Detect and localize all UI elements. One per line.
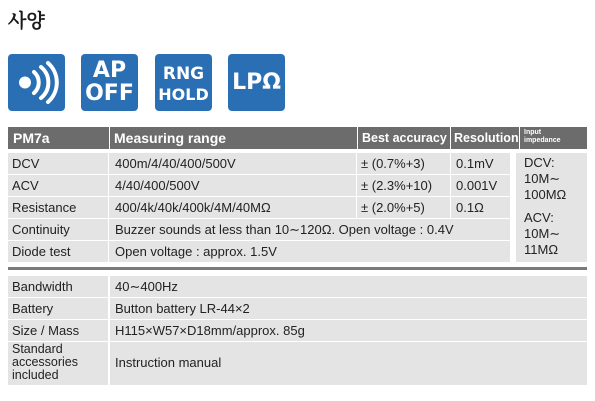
auto-power-off-icon: AP OFF bbox=[81, 54, 138, 111]
spec-label: Battery bbox=[12, 301, 54, 316]
header-divider bbox=[109, 127, 110, 149]
header-impedance-line1: Input bbox=[524, 129, 542, 136]
row-label: ACV bbox=[12, 178, 39, 193]
spec-label: Bandwidth bbox=[12, 279, 73, 294]
row-label: Diode test bbox=[12, 244, 71, 259]
impedance-dcv-value: 100MΩ bbox=[524, 187, 567, 202]
table-row bbox=[8, 175, 510, 196]
spec-label: accessories bbox=[12, 355, 78, 369]
spec-value: H115×W57×D18mm/approx. 85g bbox=[115, 323, 305, 338]
table-header bbox=[8, 127, 587, 149]
spec-label: Size / Mass bbox=[12, 323, 80, 338]
impedance-acv-label: ACV: bbox=[524, 210, 554, 225]
spec-label: included bbox=[12, 368, 59, 382]
header-divider bbox=[357, 127, 358, 149]
header-resolution: Resolution bbox=[454, 131, 519, 145]
spec-value-cell bbox=[110, 276, 587, 297]
row-range: 400m/4/40/400/500V bbox=[115, 156, 236, 171]
impedance-acv-value: 10M∼ bbox=[524, 226, 561, 241]
low-pass-ohm-icon: LPΩ bbox=[228, 54, 285, 111]
column-divider bbox=[108, 153, 109, 262]
row-resolution: 0.001V bbox=[456, 178, 498, 193]
page-title: 사양 bbox=[8, 10, 45, 32]
impedance-acv-value: 11MΩ bbox=[524, 242, 559, 257]
row-label: DCV bbox=[12, 156, 40, 171]
header-divider bbox=[519, 127, 520, 149]
row-range: Open voltage : approx. 1.5V bbox=[115, 244, 277, 259]
row-label: Resistance bbox=[12, 200, 77, 215]
table-row bbox=[8, 153, 510, 174]
row-range: Buzzer sounds at less than 10∼120Ω. Open voltage : 0.4V bbox=[115, 222, 454, 237]
sound-wave-icon bbox=[8, 54, 65, 111]
impedance-dcv-label: DCV: bbox=[524, 155, 555, 170]
column-divider bbox=[450, 153, 451, 218]
spec-value: 40∼400Hz bbox=[115, 279, 178, 294]
header-range: Measuring range bbox=[114, 130, 227, 146]
spec-value: Instruction manual bbox=[115, 355, 222, 370]
column-divider bbox=[356, 153, 357, 218]
impedance-dcv-value: 10M∼ bbox=[524, 171, 561, 186]
row-resolution: 0.1mV bbox=[456, 156, 494, 171]
range-hold-icon: RNG HOLD bbox=[155, 54, 212, 111]
spec-value: Button battery LR-44×2 bbox=[115, 301, 250, 316]
row-accuracy: ± (2.3%+10) bbox=[361, 178, 433, 193]
row-range: 400/4k/40k/400k/4M/40MΩ bbox=[115, 200, 271, 215]
header-model: PM7a bbox=[13, 130, 50, 146]
row-resolution: 0.1Ω bbox=[456, 200, 484, 215]
header-divider bbox=[450, 127, 451, 149]
spec-label: Standard bbox=[12, 342, 63, 356]
header-accuracy: Best accuracy bbox=[362, 131, 447, 145]
header-impedance-line2: impedance bbox=[524, 137, 561, 144]
row-accuracy: ± (2.0%+5) bbox=[361, 200, 425, 215]
row-range: 4/40/400/500V bbox=[115, 178, 200, 193]
section-separator bbox=[8, 267, 587, 270]
row-label: Continuity bbox=[12, 222, 70, 237]
row-accuracy: ± (0.7%+3) bbox=[361, 156, 425, 171]
